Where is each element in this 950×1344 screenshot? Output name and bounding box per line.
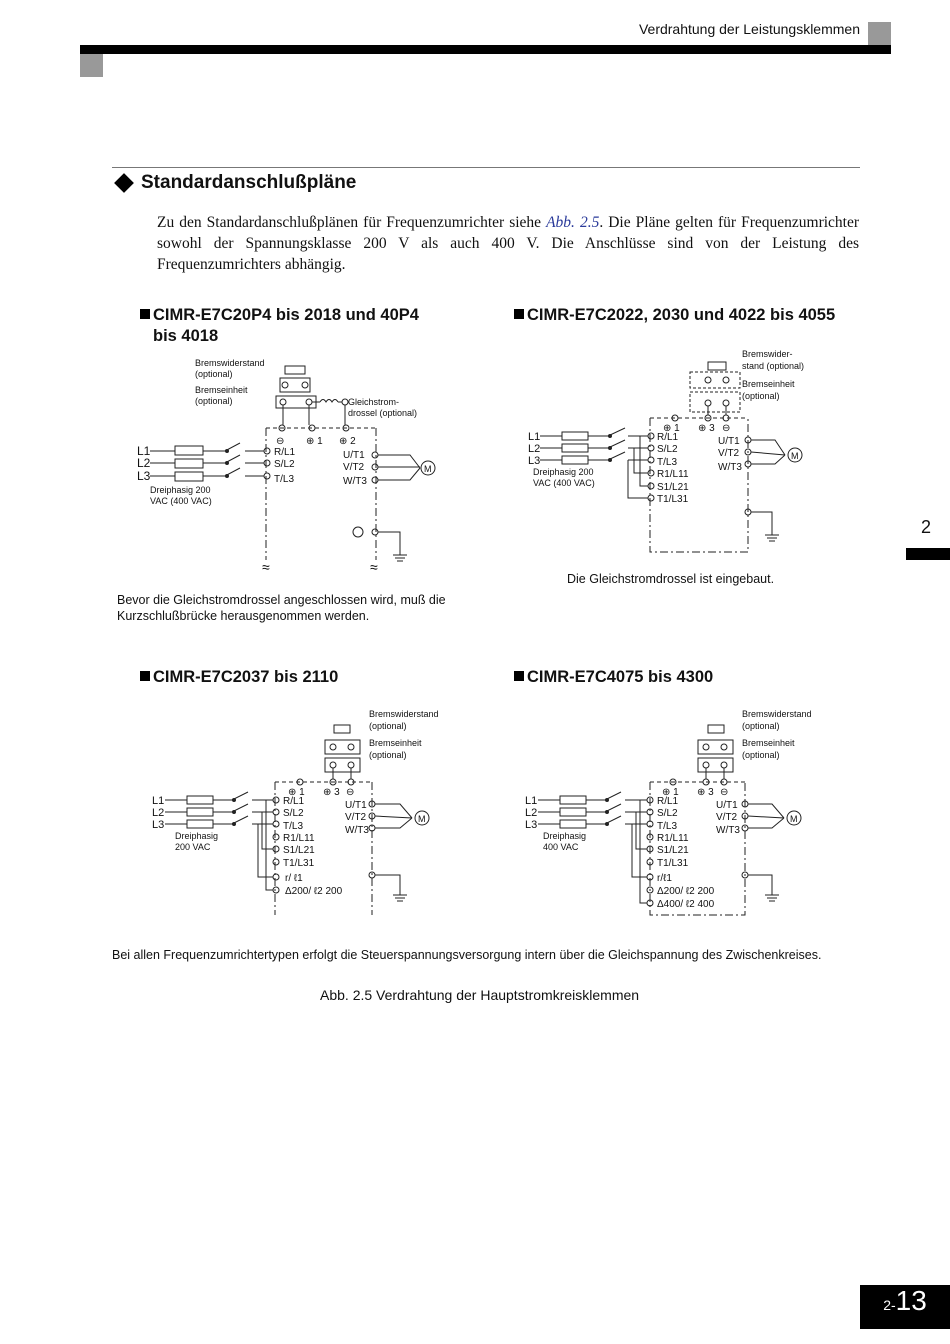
dc-terminal-plus3: ⊕ 3 [323,787,340,798]
terminal-rl1: R/L1 [283,796,305,807]
diagram-1-title-line1: CIMR-E7C20P4 bis 2018 und 40P4 [153,306,419,324]
label-supply-3b: 200 VAC [175,842,211,852]
figure-caption: Abb. 2.5 Verdrahtung der Hauptstromkreisklemmen [320,987,640,1003]
terminal-200: Δ200/ ℓ2 200 [657,886,715,897]
label-supply-1b: VAC (400 VAC) [150,496,212,506]
terminal-rl1: R/L1 [657,796,679,807]
dc-terminal-plus1: ⊕ 1 [306,436,323,447]
dc-terminal-plus1: ⊕ 1 [663,423,680,434]
terminal-sl2: S/L2 [657,808,678,819]
label-brake-unit-4: Bremseinheit [742,738,795,748]
line-l3: L3 [528,455,541,467]
label-supply-1: Dreiphasig 200 [150,485,211,495]
page-number [860,1285,950,1329]
label-supply-2: Dreiphasig 200 [533,467,594,477]
terminal-t1l31: T1/L31 [657,858,689,869]
label-supply-2b: VAC (400 VAC) [533,478,595,488]
motor-symbol: M [790,814,798,824]
line-l2: L2 [152,807,165,819]
figure-link[interactable]: Abb. 2.5 [546,214,600,231]
terminal-rl1: R/L1 [657,432,679,443]
dc-terminal-plus1: ⊕ 1 [662,787,679,798]
break-symbol: ≈ [370,559,378,575]
diagram-1-title-line2: bis 4018 [153,327,219,345]
diagram-1-note-line2: Kurzschlußbrücke herausgenommen werden. [117,609,370,623]
dc-terminal-minus: ⊖ [722,423,731,434]
terminal-wt3: W/T3 [718,462,742,473]
label-brake-unit-1b: (optional) [195,396,233,406]
terminal-400: Δ400/ ℓ2 400 [657,899,715,910]
diagram-2-title-line1: CIMR-E7C2022, 2030 und 4022 bis 4055 [527,306,836,324]
running-header: Verdrahtung der Leistungsklemmen [638,21,860,37]
terminal-ut1: U/T1 [716,800,738,811]
terminal-ut1: U/T1 [343,450,365,461]
line-l3: L3 [525,819,538,831]
dc-terminal-plus1: ⊕ 1 [288,787,305,798]
terminal-r1l11: R1/L11 [283,833,315,844]
line-l1: L1 [528,431,541,443]
line-l2: L2 [528,443,541,455]
label-brake-resistor-2b: stand (optional) [742,361,805,371]
terminal-tl3: T/L3 [283,821,304,832]
intro-text: Zu den Standardanschlußplänen für Frequenzumrichter siehe [157,214,547,231]
terminal-t1l31: T1/L31 [657,494,689,505]
diagram-3-title-line1: CIMR-E7C2037 bis 2110 [153,668,339,686]
terminal-r-l1: r/ ℓ1 [285,873,303,884]
terminal-t1l31: T1/L31 [283,858,315,869]
label-dc-choke-1: Gleichstrom- [348,397,400,407]
line-l2: L2 [137,456,151,470]
terminal-ut1: U/T1 [718,436,740,447]
terminal-tl3: T/L3 [657,457,678,468]
label-brake-unit-3b: (optional) [369,750,407,760]
motor-symbol: M [418,814,426,824]
label-brake-resistor-4b: (optional) [742,721,780,731]
label-brake-resistor-1b: (optional) [195,369,233,379]
motor-symbol: M [424,464,432,474]
line-l1: L1 [525,795,538,807]
terminal-s1l21: S1/L21 [657,845,689,856]
terminal-sl2: S/L2 [274,459,295,470]
dc-terminal-plus3: ⊕ 3 [697,787,714,798]
label-brake-unit-4b: (optional) [742,750,780,760]
chapter-tab-bar [906,548,950,560]
terminal-rl1: R/L1 [274,447,296,458]
chapter-tab-number: 2 [921,517,932,537]
break-symbol: ≈ [262,559,270,575]
terminal-vt2: V/T2 [718,448,740,459]
terminal-tl3: T/L3 [274,474,295,485]
diagram-1-note-line1: Bevor die Gleichstromdrossel angeschlossen wird, muß die [117,593,446,607]
terminal-s1l21: S1/L21 [657,482,689,493]
dc-terminal-minus: ⊖ [720,787,729,798]
section-heading-text: Standardanschlußpläne [141,172,357,193]
line-l1: L1 [137,444,151,458]
terminal-sl2: S/L2 [657,444,678,455]
line-l1: L1 [152,795,165,807]
terminal-vt2: V/T2 [345,812,367,823]
label-brake-unit-2b: (optional) [742,391,780,401]
diagram-4-title-line1: CIMR-E7C4075 bis 4300 [527,668,714,686]
label-brake-resistor-3b: (optional) [369,721,407,731]
label-supply-4b: 400 VAC [543,842,579,852]
dc-terminal-plus2: ⊕ 2 [339,436,356,447]
bottom-note: Bei allen Frequenzumrichtertypen erfolgt die Steuerspannungsversorgung intern über die Gleichspannung des Zwischenkreises. [112,948,822,962]
terminal-s1l21: S1/L21 [283,845,315,856]
line-l3: L3 [137,469,151,483]
dc-terminal-plus3: ⊕ 3 [698,423,715,434]
line-l3: L3 [152,819,165,831]
motor-symbol: M [791,451,799,461]
terminal-ut1: U/T1 [345,800,367,811]
terminal-r1l11: R1/L11 [657,469,689,480]
terminal-vt2: V/T2 [716,812,738,823]
label-supply-3: Dreiphasig [175,831,219,841]
dc-terminal-minus: ⊖ [276,436,285,447]
terminal-wt3: W/T3 [716,825,740,836]
line-l2: L2 [525,807,538,819]
terminal-wt3: W/T3 [345,825,369,836]
terminal-sl2: S/L2 [283,808,304,819]
label-supply-4: Dreiphasig [543,831,587,841]
label-dc-choke-1b: drossel (optional) [348,408,418,418]
dc-terminal-minus: ⊖ [346,787,355,798]
diagram-2-note: Die Gleichstromdrossel ist eingebaut. [567,572,775,586]
intro-text-end: . Die Pläne gelten für Frequenzumrichter sowohl der Spannungsklasse 200 V als auch 400 V. Die Anschlüsse sind von der Leistung des Frequenzumrichters abhängig. [157,214,860,273]
label-brake-unit-2: Bremseinheit [742,379,795,389]
page-chapter: 2- [883,1297,896,1313]
label-brake-resistor-2: Bremswider- [742,349,793,359]
label-brake-unit-3: Bremseinheit [369,738,422,748]
label-brake-resistor-3: Bremswiderstand [369,709,439,719]
terminal-200: Δ200/ ℓ2 200 [285,886,343,897]
page-number-value: 13 [895,1285,927,1316]
label-brake-resistor-1: Bremswiderstand [195,358,265,368]
terminal-r-l1: r/ℓ1 [657,873,672,884]
terminal-wt3: W/T3 [343,476,367,487]
label-brake-unit-1: Bremseinheit [195,385,248,395]
terminal-r1l11: R1/L11 [657,833,689,844]
label-brake-resistor-4: Bremswiderstand [742,709,812,719]
terminal-vt2: V/T2 [343,462,365,473]
terminal-tl3: T/L3 [657,821,678,832]
